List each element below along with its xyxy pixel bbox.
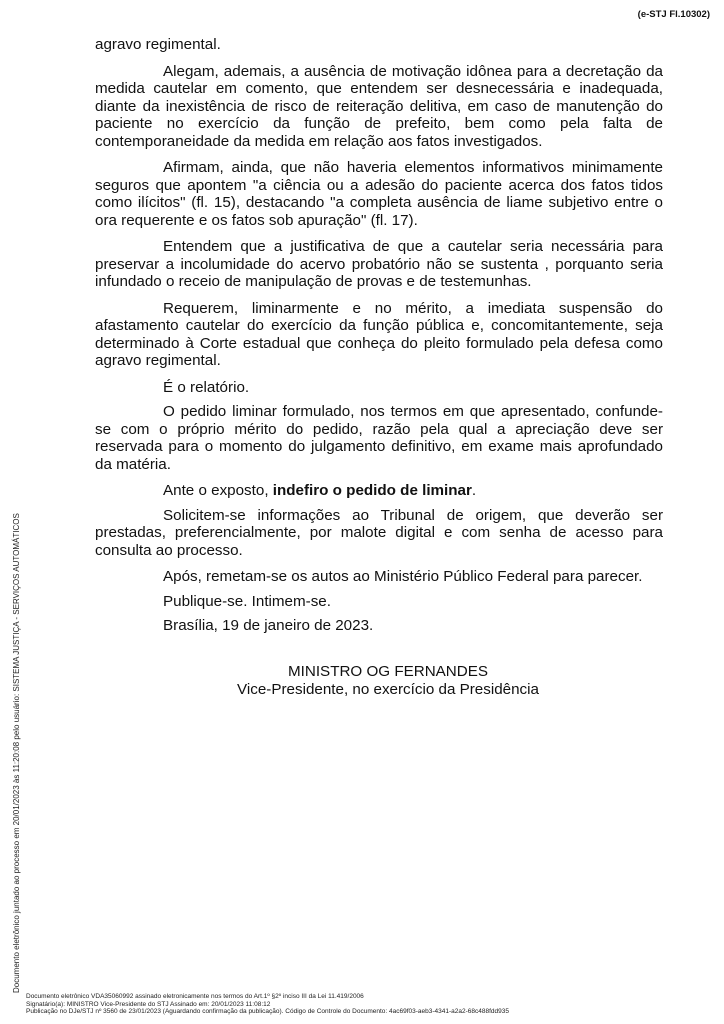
decision-suffix: . — [471, 482, 477, 499]
paragraph: Afirmam, ainda, que não haveria elementos informativos minimamente seguros que apontem "a ciência ou a adesão do paciente acerca dos fatos tidos como ilícitos" (fl. 15), destacando "a completa ausência de liame subjetivo entre o ora requerente e os fatos sob apuração" (fl. 17). — [95, 159, 663, 229]
paragraph: Entendem que a justificativa de que a cautelar seria necessária para preservar a incolumidade do acervo probatório não se sustenta , porquanto seria infundado o receio de manipulação de provas e de testemunhas. — [95, 238, 663, 290]
paragraph: Após, remetam-se os autos ao Ministério Público Federal para parecer. — [163, 568, 643, 585]
footer-line: Documento eletrônico VDA35060992 assinado eletronicamente nos termos do Art.1º §2º inciso III da Lei 11.419/2006 — [26, 993, 364, 1000]
paragraph: É o relatório. — [163, 378, 250, 396]
page-reference: (e-STJ Fl.10302) — [637, 9, 710, 20]
document-body — [95, 36, 663, 642]
signature-block — [95, 663, 663, 699]
place-date: Brasília, 19 de janeiro de 2023. — [163, 617, 374, 634]
paragraph: Solicitem-se informações ao Tribunal de origem, que deverão ser prestadas, preferencialmente, por malote digital e com senha de acesso para consulta ao processo. — [95, 506, 663, 559]
paragraph: O pedido liminar formulado, nos termos em que apresentado, confunde-se com o próprio mérito do pedido, razão pela qual a apreciação deve ser reservada para o momento do julgamento definitivo, em exame mais aprofundado da matéria. — [95, 403, 663, 473]
paragraph: Requerem, liminarmente e no mérito, a imediata suspensão do afastamento cautelar do exercício da função pública e, concomitantemente, seja determinado à Corte estadual que conheça do pleito formulado pela defesa como agravo regimental. — [95, 299, 663, 369]
paragraph: Alegam, ademais, a ausência de motivação idônea para a decretação da medida cautelar em comento, que entendem ser desnecessária e inadequada, diante da inexistência de risco de reiteração delitiva, em caso de manutenção do paciente no exercício da função de prefeito, bem como pela falta de contemporaneidade da medida em relação aos fatos investigados. — [95, 62, 663, 150]
paragraph: Publique-se. Intimem-se. — [163, 592, 331, 610]
paragraph: agravo regimental. — [95, 36, 221, 53]
signatory-role: Vice-Presidente, no exercício da Presidência — [237, 681, 539, 698]
signatory-name: MINISTRO OG FERNANDES — [288, 663, 488, 680]
decision-highlight: indefiro o pedido de liminar — [272, 482, 472, 499]
footer-line: Signatário(a): MINISTRO Vice-Presidente do STJ Assinado em: 20/01/2023 11:08:12 — [26, 1000, 271, 1008]
side-note-text: Documento eletrônico juntado ao processo em 20/01/2023 às 11:20:08 pelo usuário: SISTEMA JUSTIÇA - SERVIÇOS AUTOMÁTICOS — [12, 513, 21, 993]
side-margin-note — [0, 0, 20, 1024]
decision-prefix: Ante o exposto, — [163, 482, 273, 499]
decision-paragraph — [95, 482, 663, 500]
footer-line: Publicação no DJe/STJ nº 3560 de 23/01/2023 (Aguardando confirmação da publicação). Código de Controle do Documento: 4ac69f03-aeb3-4341-a2a2-68c488fdd935 — [26, 1008, 509, 1016]
footer — [26, 993, 509, 1016]
